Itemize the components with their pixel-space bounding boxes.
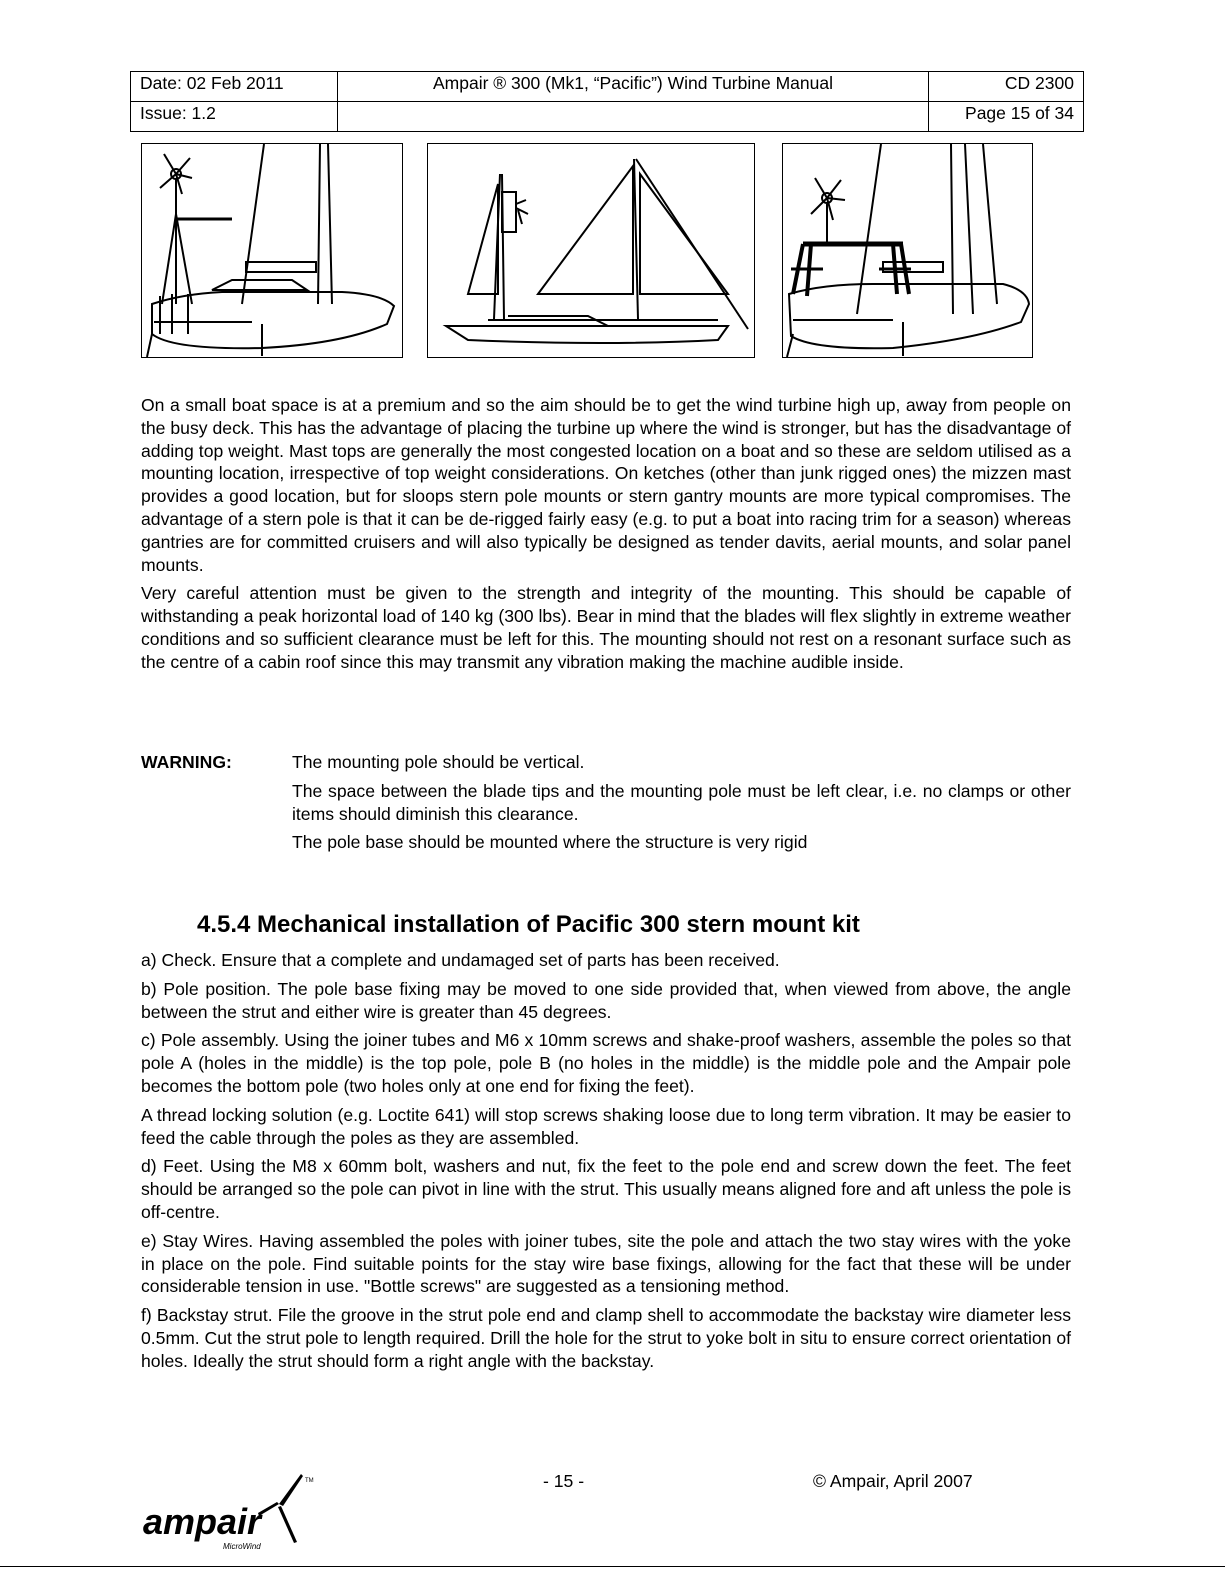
step-a: a) Check. Ensure that a complete and undamaged set of parts has been received. xyxy=(141,950,780,970)
logo-tm: TM xyxy=(305,1478,314,1484)
intro-paragraph-1: On a small boat space is at a premium and so the aim should be to get the wind turbine high up, away from people on the busy deck. This has the advantage of placing the turbine up where the wind is stronger, but has the disadvantage of adding top weight. Mast tops are generally the most congested location on a boat and so these are seldom utilised as a mounting location, irrespective of top weight considerations. On ketches (other than junk rigged ones) the mizzen mast provides a good location, but for sloops stern pole mounts or stern gantry mounts are more typical compromises. The advantage of a stern pole is that it can be de-rigged fairly easy (e.g. to put a boat into racing trim for a season) whereas gantries are for committed cruisers and will also typically be designed as tender davits, aerial mounts, and solar panel mounts. xyxy=(141,395,1071,575)
boat-stern-pole-mount-illustration xyxy=(142,144,402,357)
turbine-icon xyxy=(258,1474,303,1543)
header-issue: Issue: 1.2 xyxy=(131,102,338,132)
step-c-note: A thread locking solution (e.g. Loctite 641) will stop screws shaking loose due to long term vibration. It may be easier to feed the cable through the poles as they are assembled. xyxy=(141,1104,1071,1148)
intro-text xyxy=(141,394,1071,680)
step-f: f) Backstay strut. File the groove in the strut pole end and clamp shell to accommodate the backstay wire diameter less 0.5mm. Cut the strut pole to length required. Drill the hole for the strut to yoke bolt in situ to ensure correct orientation of holes. Ideally the strut should form a right angle with the backstay. xyxy=(141,1305,1072,1371)
copyright: © Ampair, April 2007 xyxy=(813,1471,973,1491)
ketch-mizzen-mast-mount-illustration xyxy=(428,144,754,357)
warning-lines xyxy=(292,751,1071,860)
stern-pole-mount-figure xyxy=(141,143,403,358)
footer-rule xyxy=(0,1566,1225,1567)
step-b: b) Pole position. The pole base fixing may be moved to one side provided that, when viewed from above, the angle between the strut and either wire is greater than 45 degrees. xyxy=(141,978,1071,1022)
warning-line-2: The space between the blade tips and the mounting pole must be left clear, i.e. no clamps or other items should diminish this clearance. xyxy=(292,780,1071,824)
stern-gantry-mount-figure xyxy=(782,143,1033,358)
header-doc-code: CD 2300 xyxy=(929,72,1084,102)
header-empty-cell xyxy=(338,102,929,132)
logo-wordmark: ampair xyxy=(143,1501,262,1542)
warning-label: WARNING: xyxy=(141,752,232,772)
header-title: Ampair ® 300 (Mk1, “Pacific”) Wind Turbine Manual xyxy=(338,72,929,102)
intro-paragraph-2: Very careful attention must be given to the strength and integrity of the mounting. This should be capable of withstanding a peak horizontal load of 140 kg (300 lbs). Bear in mind that the blades will flex slightly in extreme weather conditions and so sufficient clearance must be left for this. The mounting should not rest on a resonant surface such as the centre of a cabin roof since this may transmit any vibration making the machine audible inside. xyxy=(141,583,1071,672)
step-e: e) Stay Wires. Having assembled the poles with joiner tubes, site the pole and attach the two stay wires with the yoke in place on the pole. Find suitable points for the stay wire base fixings, allowing for the fact that these will be under considerable tension in use. "Bottle screws" are suggested as a tensioning method. xyxy=(141,1230,1071,1297)
step-d: d) Feet. Using the M8 x 60mm bolt, washers and nut, fix the feet to the pole end and screw down the feet. The feet should be arranged so the pole can pivot in line with the strut. This usually means aligned fore and aft unless the pole is off-centre. xyxy=(141,1156,1071,1222)
header-page: Page 15 of 34 xyxy=(929,102,1084,132)
boat-stern-gantry-mount-illustration xyxy=(783,144,1032,357)
warning-line-3: The pole base should be mounted where the structure is very rigid xyxy=(292,832,808,853)
warning-line-1: The mounting pole should be vertical. xyxy=(292,752,585,772)
ampair-logo-mark xyxy=(141,1470,316,1552)
document-header xyxy=(130,71,1084,132)
step-c: c) Pole assembly. Using the joiner tubes and M6 x 10mm screws and shake-proof washers, assemble the poles so that pole A (holes in the middle) is the top pole, pole B (no holes in the middle) is the middle pole and the Ampair pole becomes the bottom pole (two holes only at one end for fixing the feet). xyxy=(141,1030,1071,1096)
installation-steps xyxy=(141,949,1071,1379)
header-date: Date: 02 Feb 2011 xyxy=(131,72,338,102)
ampair-logo xyxy=(141,1470,316,1552)
section-heading: 4.5.4 Mechanical installation of Pacific 300 stern mount kit xyxy=(197,911,860,938)
mizzen-mast-mount-figure xyxy=(427,143,755,358)
page-number: - 15 - xyxy=(543,1471,585,1491)
logo-subtitle: MicroWind xyxy=(223,1542,261,1551)
